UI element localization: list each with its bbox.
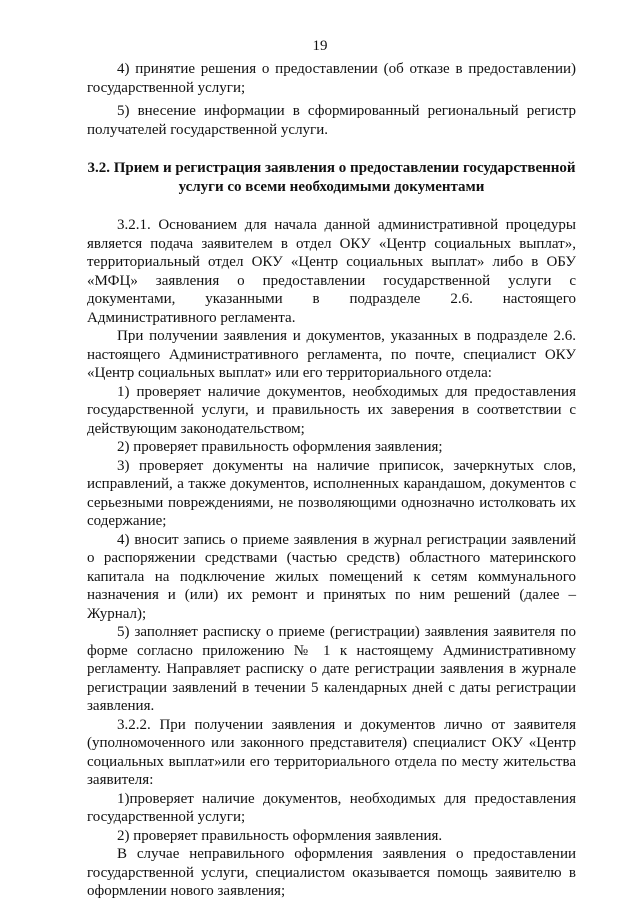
- list-item-personal-2: 2) проверяет правильность оформления заявления.: [117, 827, 443, 844]
- intro-paragraph-1: 4) принятие решения о предоставлении (об отказе в предоставлении) государственной услуги;: [87, 61, 576, 96]
- list-item-4: 4) вносит запись о приеме заявления в журнал регистрации заявлений о распоряжении средствами (частью средств) областного материнского капитала на подключение жилых помещений к сетям коммунального назначения и (или) их ремонт и принятых по ним решений (далее – Журнал);: [87, 531, 576, 622]
- list-item-1: 1) проверяет наличие документов, необходимых для предоставления государственной услуги, и правильность их заверения в соответствии с действующим законодательством;: [87, 383, 576, 437]
- paragraph-incorrect-form: В случае неправильного оформления заявления о предоставлении государственной услуги, специалистом оказывается помощь заявителю в оформлении нового заявления;: [87, 846, 576, 899]
- page-body: [87, 60, 576, 901]
- list-item-personal-1: 1)проверяет наличие документов, необходимых для предоставления государственной услуги;: [87, 790, 576, 825]
- intro-paragraph-2: 5) внесение информации в сформированный региональный регистр получателей государственной услуги.: [87, 103, 576, 138]
- paragraph-3-2-1: 3.2.1. Основанием для начала данной административной процедуры является подача заявителем в отдел ОКУ «Центр социальных выплат», территориальный отдел ОКУ «Центр социальных выплат» либо в ОБУ «МФЦ» заявления о предоставлении государственной услуги с документами, указанными в подразделе 2.6. настоящего Административного регламента.: [87, 217, 576, 326]
- section-heading: 3.2. Прием и регистрация заявления о предоставлении государственной услуги со всеми необходимыми документами: [87, 160, 576, 195]
- paragraph-mail-receipt: При получении заявления и документов, указанных в подразделе 2.6. настоящего Административного регламента, по почте, специалист ОКУ «Центр социальных выплат» или его территориального отдела:: [87, 328, 576, 381]
- paragraph-3-2-2: 3.2.2. При получении заявления и документов лично от заявителя (уполномоченного или законного представителя) специалист ОКУ «Центр социальных выплат»или его территориального отдела по месту жительства заявителя:: [87, 716, 576, 788]
- list-item-5: 5) заполняет расписку о приеме (регистрации) заявления заявителя по форме согласно приложению № 1 к настоящему Административному регламенту. Направляет расписку о дате регистрации заявления в журнале регистрации заявлений в течении 5 календарных дней с даты регистрации заявления.: [87, 624, 576, 714]
- page-number: 19: [312, 38, 328, 54]
- list-item-2: 2) проверяет правильность оформления заявления;: [117, 439, 443, 455]
- list-item-3: 3) проверяет документы на наличие приписок, зачеркнутых слов, исправлений, а также документов, исполненных карандашом, документов с серьезными повреждениями, не позволяющими однозначно истолковать их содержание;: [87, 457, 576, 529]
